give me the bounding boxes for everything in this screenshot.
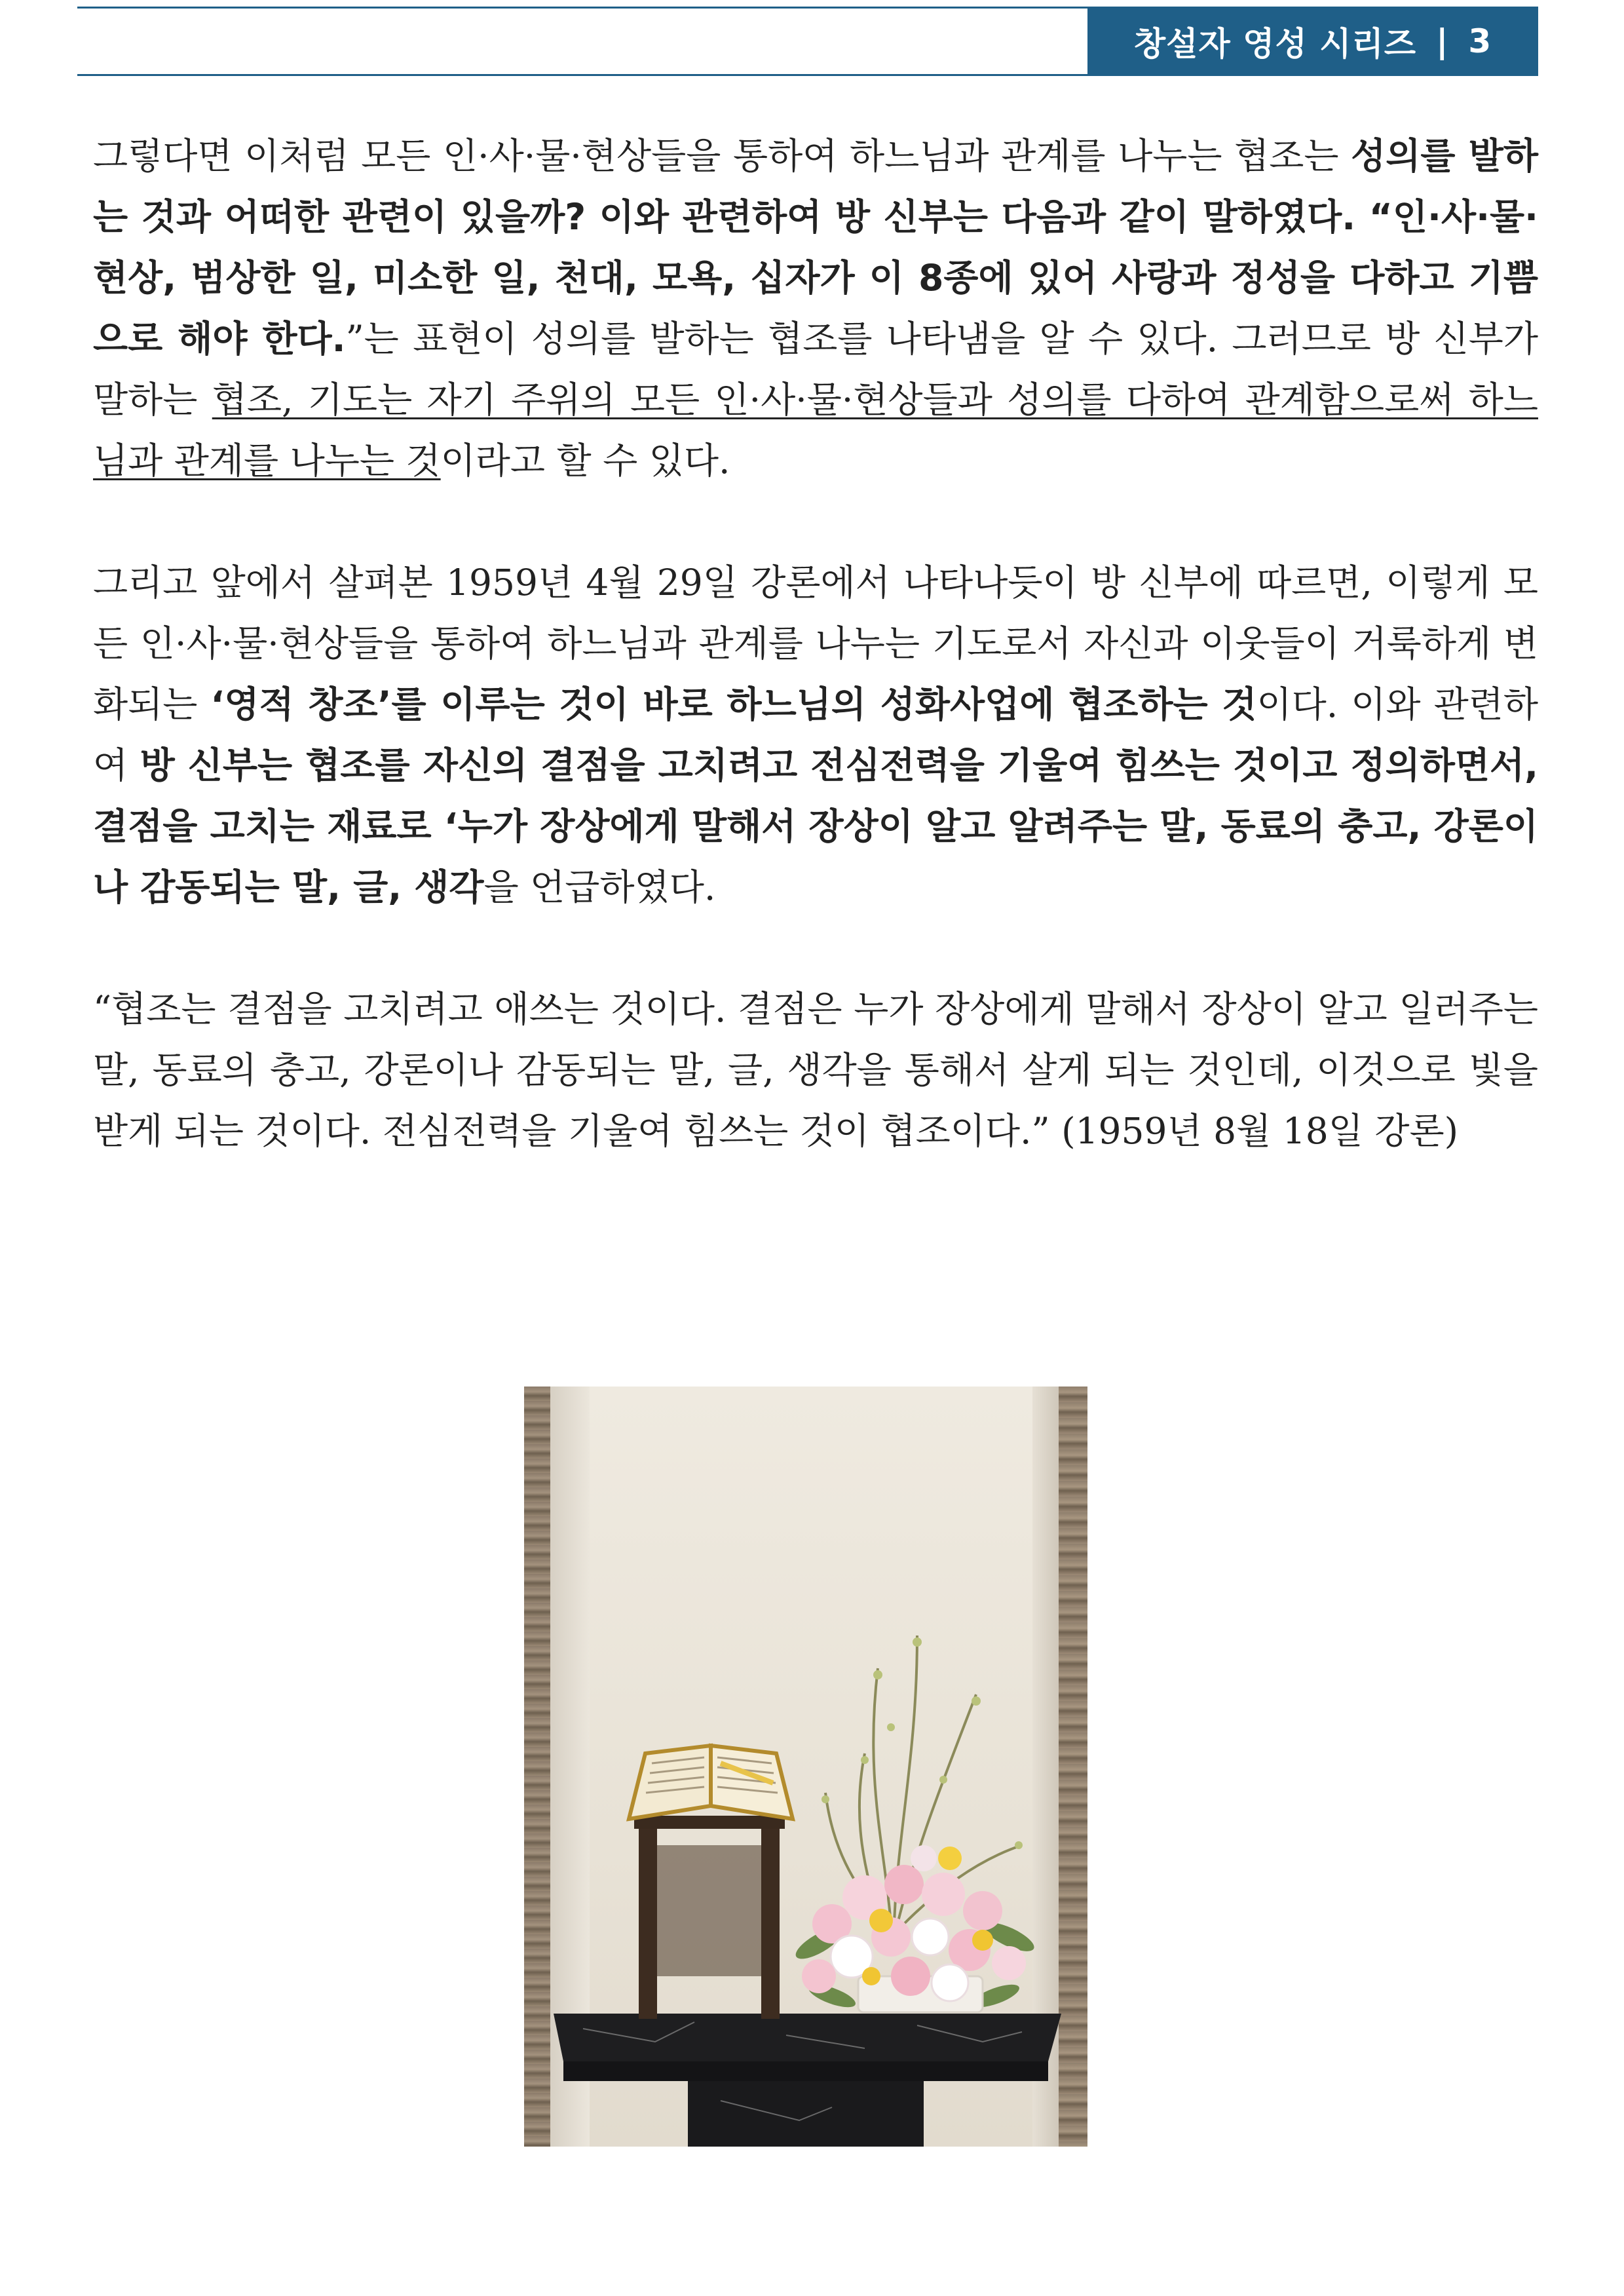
table-edge <box>563 2061 1048 2081</box>
p2-text-a: 그리고 앞에서 살펴본 1959년 4월 29일 강론에서 나타나듯이 방 신부에 따르면, 이렇게 모든 인·사·물·현상들을 통하여 하느님과 관계를 나누는 기도로서 자신과 이웃들이 거룩하게 변화되는 <box>93 562 1538 725</box>
p1-underlined: 협조, 기도는 자기 주위의 모든 인·사·물·현상들과 성의를 다하여 관계함으로써 하느님과 관계를 나누는 것 <box>93 379 1538 482</box>
p1-text-b: ”는 표현이 성의를 발하는 협조를 나타냄을 알 수 있다. 그러므로 방 신부가 말하는 <box>93 318 1538 421</box>
stand-leg-right <box>761 1829 780 2019</box>
p1-text-c: 이라고 할 수 있다. <box>440 440 730 482</box>
p2-text-c: 을 언급하였다. <box>483 866 716 908</box>
altar-photo <box>524 1387 1087 2147</box>
stand-leg-left <box>639 1829 657 2019</box>
header-separator: | <box>1436 22 1449 60</box>
header-series-badge <box>1087 7 1538 76</box>
p2-bold-b: 방 신부는 협조를 자신의 결점을 고치려고 전심전력을 기울여 힘쓰는 것이고 정의하면서, 결점을 고치는 재료로 ‘누가 장상에게 말해서 장상이 알고 알려주는 말, 동료의 충고, 강론이나 감동되는 말, 글, 생각 <box>93 744 1538 908</box>
altar-illustration <box>524 1387 1087 2147</box>
paragraph-2 <box>93 552 1538 918</box>
header-rule-bottom <box>77 74 1087 76</box>
p1-bold-quote: 성의를 발하는 것과 어떠한 관련이 있을까? 이와 관련하여 방 신부는 다음과 같이 말하였다. “인·사·물·현상, 범상한 일, 미소한 일, 천대, 모욕, 십자가 이 8종에 있어 사랑과 정성을 다하고 기쁨으로 해야 한다. <box>93 135 1538 360</box>
stand-back <box>657 1845 761 1976</box>
bible-page-right <box>711 1746 793 1819</box>
page-number: 3 <box>1468 22 1492 60</box>
stand-top <box>634 1816 785 1829</box>
table-pedestal <box>688 2081 924 2147</box>
paragraph-1 <box>93 126 1538 491</box>
flower-arrangement <box>802 1845 1026 2001</box>
article-body <box>93 126 1538 1162</box>
p2-text-b: 이다. 이와 관련하여 <box>93 683 1539 786</box>
branch-buds <box>821 1637 1023 1849</box>
p2-bold-a: ‘영적 창조’를 이루는 것이 바로 하느님의 성화사업에 협조하는 것 <box>210 683 1257 725</box>
series-title: 창설자 영성 시리즈 <box>1133 25 1417 63</box>
p1-text-a: 그렇다면 이처럼 모든 인·사·물·현상들을 통하여 하느님과 관계를 나누는 협조는 <box>93 135 1351 177</box>
bible-page-left <box>629 1746 711 1819</box>
paragraph-3-quote: “협조는 결점을 고치려고 애쓰는 것이다. 결점은 누가 장상에게 말해서 장상이 알고 일러주는 말, 동료의 충고, 강론이나 감동되는 말, 글, 생각을 통해서 살게 되는 것인데, 이것으로 빛을 받게 되는 것이다. 전심전력을 기울여 힘쓰는 것이 협조이다.” (1959년 8월 18일 강론) <box>93 988 1538 1152</box>
